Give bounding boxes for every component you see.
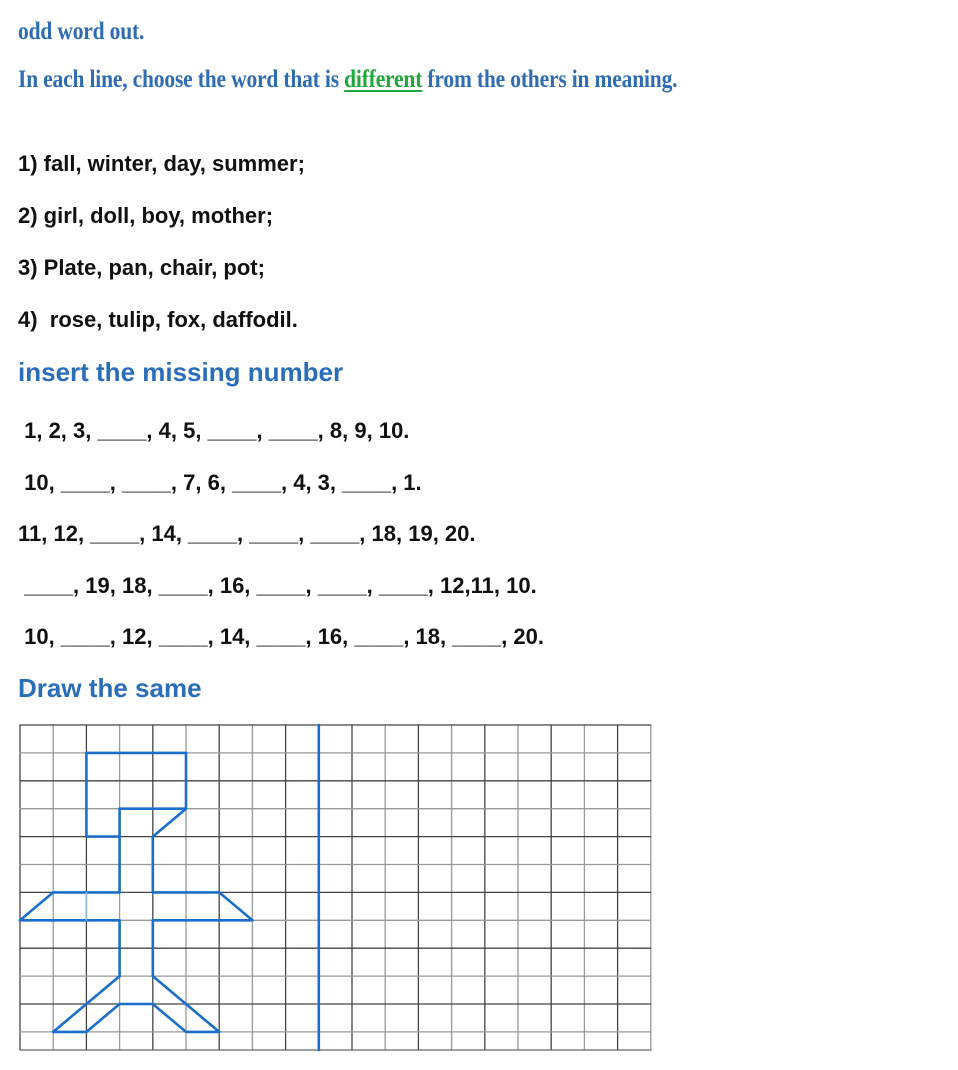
drawing-grid <box>0 700 700 1070</box>
odd-word-instruction <box>18 66 677 94</box>
figure-line <box>20 892 53 920</box>
odd-word-item: 1) fall, winter, day, summer; <box>18 151 305 176</box>
figure-line <box>153 809 186 837</box>
missing-number-title: insert the missing number <box>18 357 344 387</box>
odd-word-item: 3) Plate, pan, chair, pot; <box>18 255 265 280</box>
number-row: 11, 12, ____, 14, ____, ____, ____, 18, 19, 20. <box>18 521 476 546</box>
number-row: 1, 2, 3, ____, 4, 5, ____, ____, 8, 9, 10. <box>18 418 410 443</box>
instruction-highlight: different <box>344 66 423 93</box>
odd-word-item: 2) girl, doll, boy, mother; <box>18 203 274 228</box>
odd-word-title: odd word out. <box>18 18 145 45</box>
draw-title: Draw the same <box>18 673 202 703</box>
figure-line <box>86 1004 119 1032</box>
figure-line <box>219 892 252 920</box>
instruction-text-end: from the others in meaning. <box>422 66 678 93</box>
instruction-text: In each line, choose the word that is <box>18 66 345 93</box>
number-row: ____, 19, 18, ____, 16, ____, ____, ____, 12,11, 10. <box>18 573 537 598</box>
number-row: 10, ____, ____, 7, 6, ____, 4, 3, ____, 1. <box>18 470 422 495</box>
number-row: 10, ____, 12, ____, 14, ____, 16, ____, 18, ____, 20. <box>18 624 545 649</box>
odd-word-item: 4) rose, tulip, fox, daffodil. <box>18 307 298 332</box>
figure-line <box>153 1004 186 1032</box>
